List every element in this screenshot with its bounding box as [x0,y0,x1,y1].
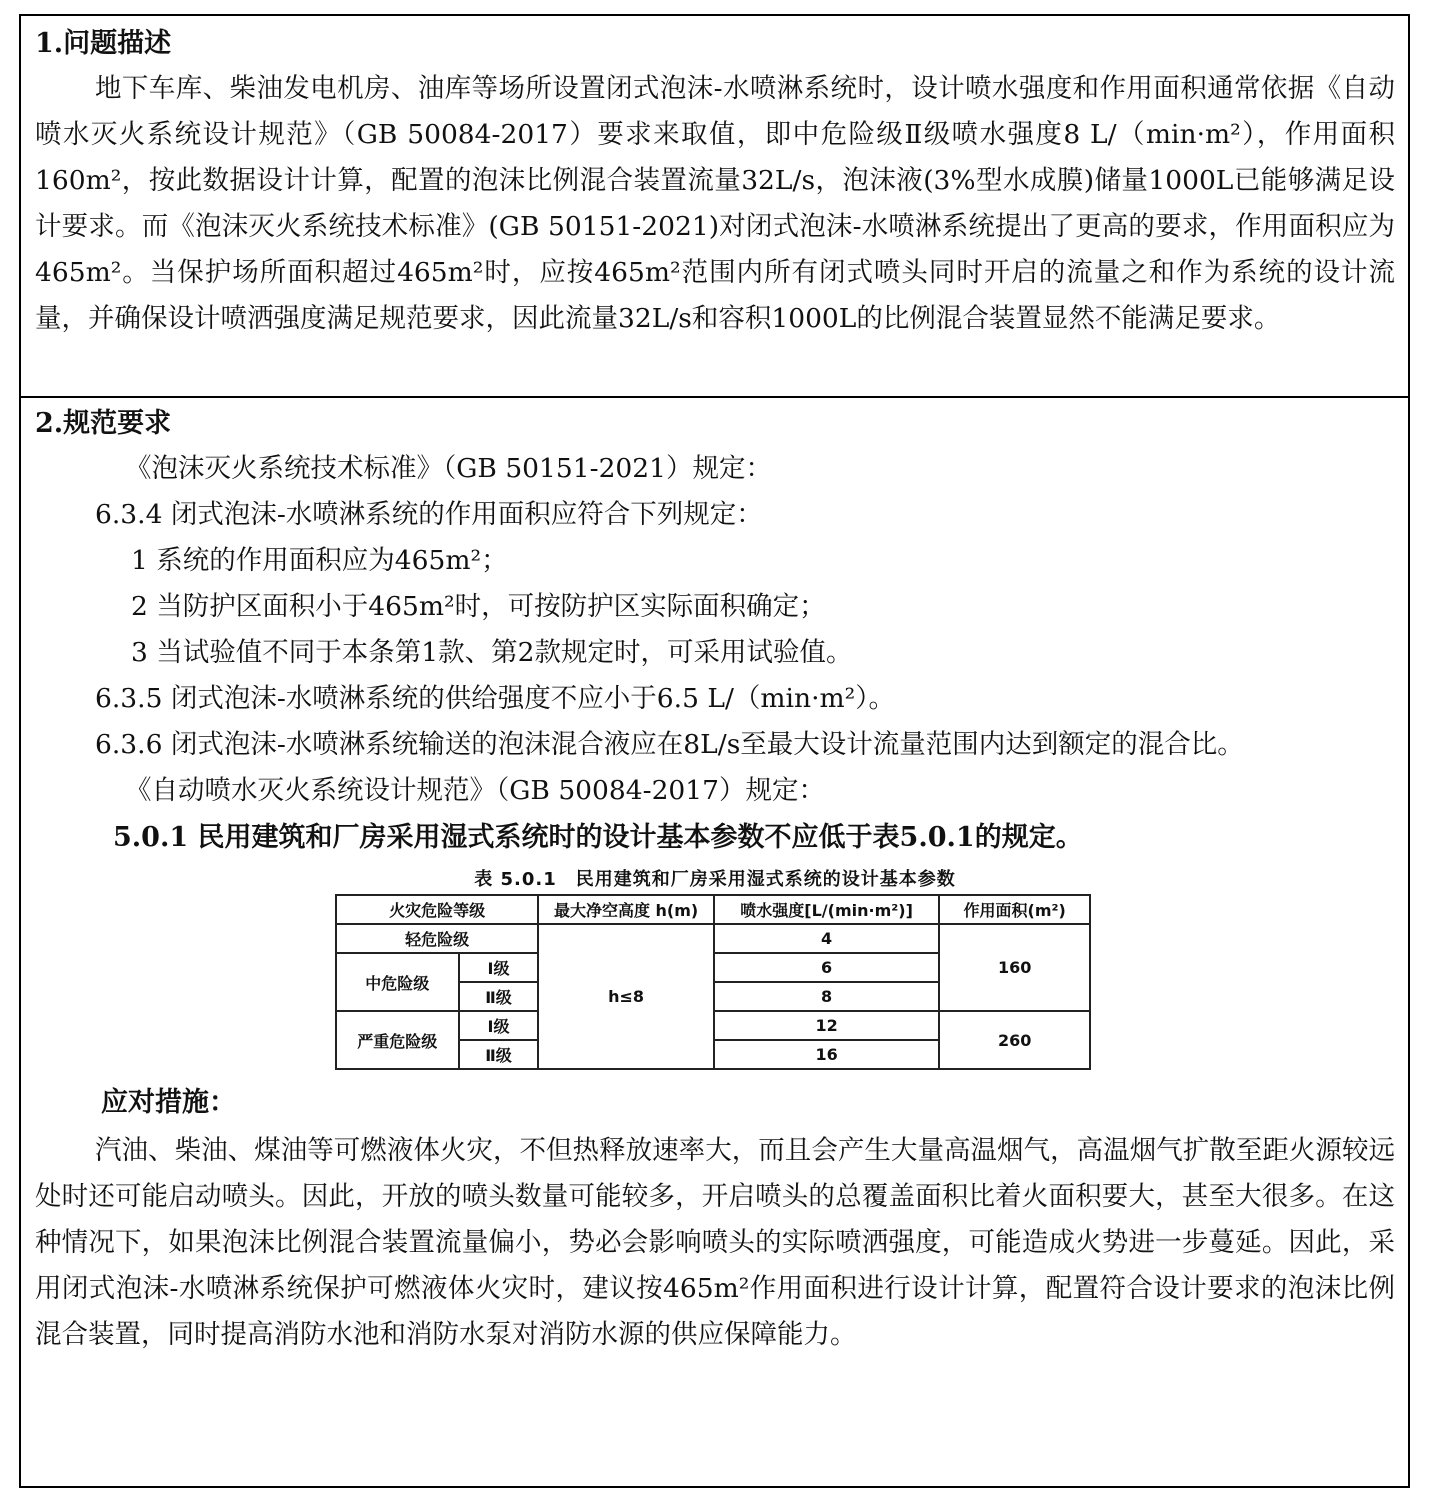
cell-intensity: 8 [714,982,940,1011]
cell-intensity: 4 [714,924,940,953]
clause-6-3-4-item-3: 3 当试验值不同于本条第1款、第2款规定时，可采用试验值。 [131,637,853,668]
design-parameter-table [335,894,1091,1070]
problem-section [35,22,1395,342]
cell-middle-hazard: 中危险级 [336,953,459,1011]
standard-sprinkler-intro: 《自动喷水灭火系统设计规范》（GB 50084-2017）规定： [125,775,826,806]
cell-grade: Ⅱ级 [459,1040,539,1069]
cell-intensity: 16 [714,1040,940,1069]
header-max-height: 最大净空高度 h(m) [538,895,713,924]
table-caption: 表 5.0.1 民用建筑和厂房采用湿式系统的设计基本参数 [474,869,956,890]
section-divider [21,396,1408,398]
cell-max-height: h≤8 [538,924,713,1069]
problem-heading: 1.问题描述 [35,28,172,59]
cell-intensity: 6 [714,953,940,982]
measures-paragraph: 汽油、柴油、煤油等可燃液体火灾，不但热释放速率大，而且会产生大量高温烟气，高温烟气扩散至距火源较远处时还可能启动喷头。因此，开放的喷头数量可能较多，开启喷头的总覆盖面积比着火面积要大，甚至大很多。在这种情况下，如果泡沫比例混合装置流量偏小，势必会影响喷头的实际喷洒强度，可能造成火势进一步蔓延。因此，采用闭式泡沫-水喷淋系统保护可燃液体火灾时，建议按465m²作用面积进行设计计算，配置符合设计要求的泡沫比例混合装置，同时提高消防水池和消防水泵对消防水源的供应保障能力。 [35,1135,1395,1350]
clause-6-3-6: 6.3.6 闭式泡沫-水喷淋系统输送的泡沫混合液应在8L/s至最大设计流量范围内达到额定的混合比。 [95,729,1244,760]
header-area: 作用面积(m²) [939,895,1090,924]
clause-5-0-1: 5.0.1 民用建筑和厂房采用湿式系统时的设计基本参数不应低于表5.0.1的规定。 [113,822,1083,853]
standard-foam-intro: 《泡沫灭火系统技术标准》（GB 50151-2021）规定： [125,453,773,484]
requirements-heading: 2.规范要求 [35,408,172,439]
table-row [336,1011,1090,1040]
cell-area: 160 [939,924,1090,1011]
cell-grade: Ⅰ级 [459,953,539,982]
clause-6-3-4: 6.3.4 闭式泡沫-水喷淋系统的作用面积应符合下列规定： [95,499,763,530]
table-header-row [336,895,1090,924]
cell-intensity: 12 [714,1011,940,1040]
cell-severe-hazard: 严重危险级 [336,1011,459,1069]
measures-heading: 应对措施： [101,1087,236,1118]
header-hazard-class: 火灾危险等级 [336,895,538,924]
header-intensity: 喷水强度[L/(min·m²)] [714,895,940,924]
cell-light-hazard: 轻危险级 [336,924,538,953]
cell-grade: Ⅰ级 [459,1011,539,1040]
table-row [336,924,1090,953]
problem-paragraph: 地下车库、柴油发电机房、油库等场所设置闭式泡沫-水喷淋系统时，设计喷水强度和作用面积通常依据《自动喷水灭火系统设计规范》（GB 50084-2017）要求来取值，即中危险级Ⅱ级喷水强度8 L/（min·m²），作用面积160m²，按此数据设计计算，配置的泡沫比例混合装置流量32L/s，泡沫液(3%型水成膜)储量1000L已能够满足设计要求。而《泡沫灭火系统技术标准》(GB 50151-2021)对闭式泡沫-水喷淋系统提出了更高的要求，作用面积应为465m²。当保护场所面积超过465m²时，应按465m²范围内所有闭式喷头同时开启的流量之和作为系统的设计流量，并确保设计喷洒强度满足规范要求，因此流量32L/s和容积1000L的比例混合装置显然不能满足要求。 [35,73,1395,334]
clause-6-3-4-item-2: 2 当防护区面积小于465m²时，可按防护区实际面积确定； [131,591,826,622]
cell-grade: Ⅱ级 [459,982,539,1011]
document-frame [19,14,1410,1488]
clause-6-3-4-item-1: 1 系统的作用面积应为465m²； [131,545,508,576]
spec-table-figure [335,866,1095,1070]
requirements-section [35,402,1395,1358]
cell-area: 260 [939,1011,1090,1069]
clause-6-3-5: 6.3.5 闭式泡沫-水喷淋系统的供给强度不应小于6.5 L/（min·m²）。 [95,683,895,714]
